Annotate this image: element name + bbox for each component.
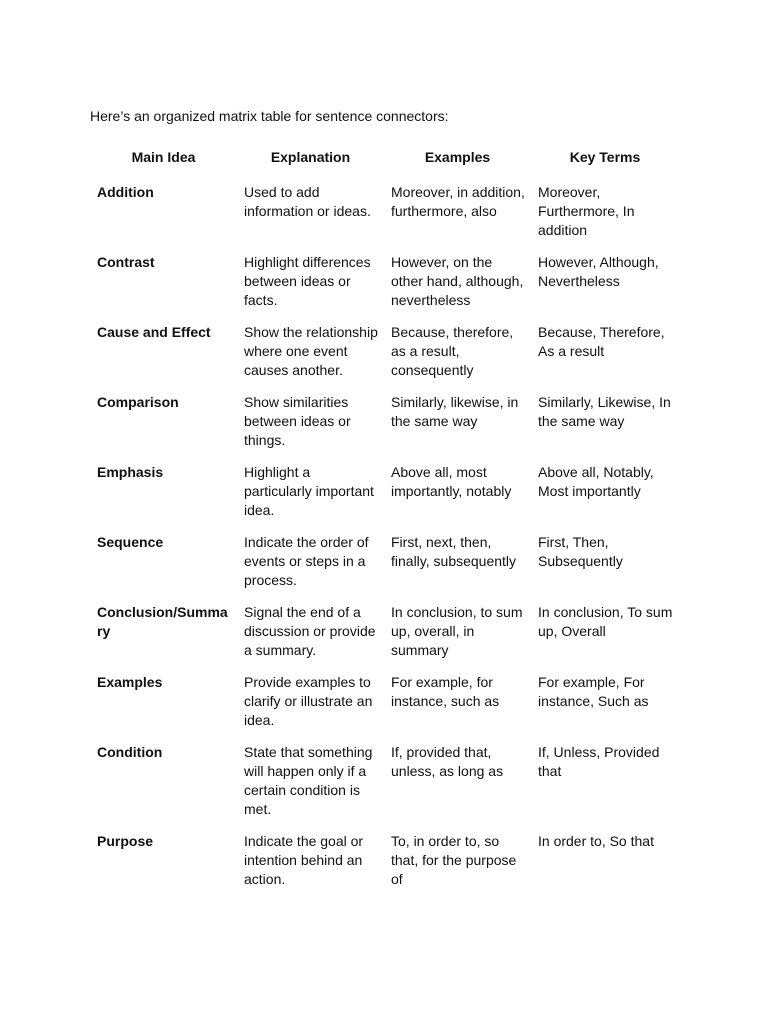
examples-cell: To, in order to, so that, for the purpose of [391, 833, 517, 887]
key-terms-cell: Above all, Notably, Most importantly [538, 464, 654, 499]
main-idea-cell: Contrast [97, 254, 155, 270]
examples-cell: Moreover, in addition, furthermore, also [391, 184, 525, 219]
table-row [90, 321, 679, 391]
examples-cell: However, on the other hand, although, nevertheless [391, 254, 524, 308]
examples-cell: Because, therefore, as a result, consequently [391, 324, 514, 378]
table-row [90, 391, 679, 461]
examples-cell: Above all, most importantly, notably [391, 464, 512, 499]
main-idea-cell: Cause and Effect [97, 324, 211, 340]
table-header [90, 140, 679, 181]
header-key-terms: Key Terms [569, 149, 641, 165]
table-row [90, 741, 679, 830]
table-row [90, 181, 679, 251]
explanation-cell: Highlight a particularly important idea. [244, 464, 374, 518]
header-examples: Examples [424, 149, 491, 165]
main-idea-cell: Conclusion/Summary [97, 604, 228, 639]
explanation-cell: Show similarities between ideas or things. [244, 394, 351, 448]
table-row [90, 531, 679, 601]
main-idea-cell: Emphasis [97, 464, 164, 480]
key-terms-cell: First, Then, Subsequently [538, 534, 623, 569]
key-terms-cell: Moreover, Furthermore, In addition [538, 184, 635, 238]
explanation-cell: Highlight differences between ideas or facts. [244, 254, 371, 308]
explanation-cell: Provide examples to clarify or illustrate an idea. [244, 674, 373, 728]
key-terms-cell: Similarly, Likewise, In the same way [538, 394, 671, 429]
examples-cell: If, provided that, unless, as long as [391, 744, 504, 779]
main-idea-cell: Addition [97, 184, 154, 200]
examples-cell: In conclusion, to sum up, overall, in summary [391, 604, 523, 658]
main-idea-cell: Sequence [97, 534, 164, 550]
explanation-cell: Used to add information or ideas. [244, 184, 371, 219]
main-idea-cell: Purpose [97, 833, 154, 849]
key-terms-cell: For example, For instance, Such as [538, 674, 649, 709]
main-idea-cell: Comparison [97, 394, 179, 410]
key-terms-cell: Because, Therefore, As a result [538, 324, 665, 359]
header-main-idea: Main Idea [131, 149, 196, 165]
table-row [90, 601, 679, 671]
explanation-cell: Signal the end of a discussion or provide a summary. [244, 604, 376, 658]
table-row [90, 251, 679, 321]
table-row [90, 461, 679, 531]
explanation-cell: Indicate the goal or intention behind an action. [244, 833, 364, 887]
intro-text: Here’s an organized matrix table for sentence connectors: [90, 108, 449, 124]
examples-cell: First, next, then, finally, subsequently [391, 534, 517, 569]
key-terms-cell: In conclusion, To sum up, Overall [538, 604, 673, 639]
connectors-matrix-table [90, 140, 679, 900]
main-idea-cell: Examples [97, 674, 163, 690]
key-terms-cell: However, Although, Nevertheless [538, 254, 659, 289]
explanation-cell: Indicate the order of events or steps in a process. [244, 534, 369, 588]
examples-cell: Similarly, likewise, in the same way [391, 394, 519, 429]
table-row [90, 671, 679, 741]
main-idea-cell: Condition [97, 744, 163, 760]
header-explanation: Explanation [270, 149, 351, 165]
table-row [90, 830, 679, 900]
header-row [90, 140, 679, 181]
explanation-cell: Show the relationship where one event causes another. [244, 324, 378, 378]
explanation-cell: State that something will happen only if a certain condition is met. [244, 744, 373, 817]
examples-cell: For example, for instance, such as [391, 674, 500, 709]
table-body [90, 181, 679, 900]
key-terms-cell: In order to, So that [538, 833, 654, 849]
key-terms-cell: If, Unless, Provided that [538, 744, 660, 779]
